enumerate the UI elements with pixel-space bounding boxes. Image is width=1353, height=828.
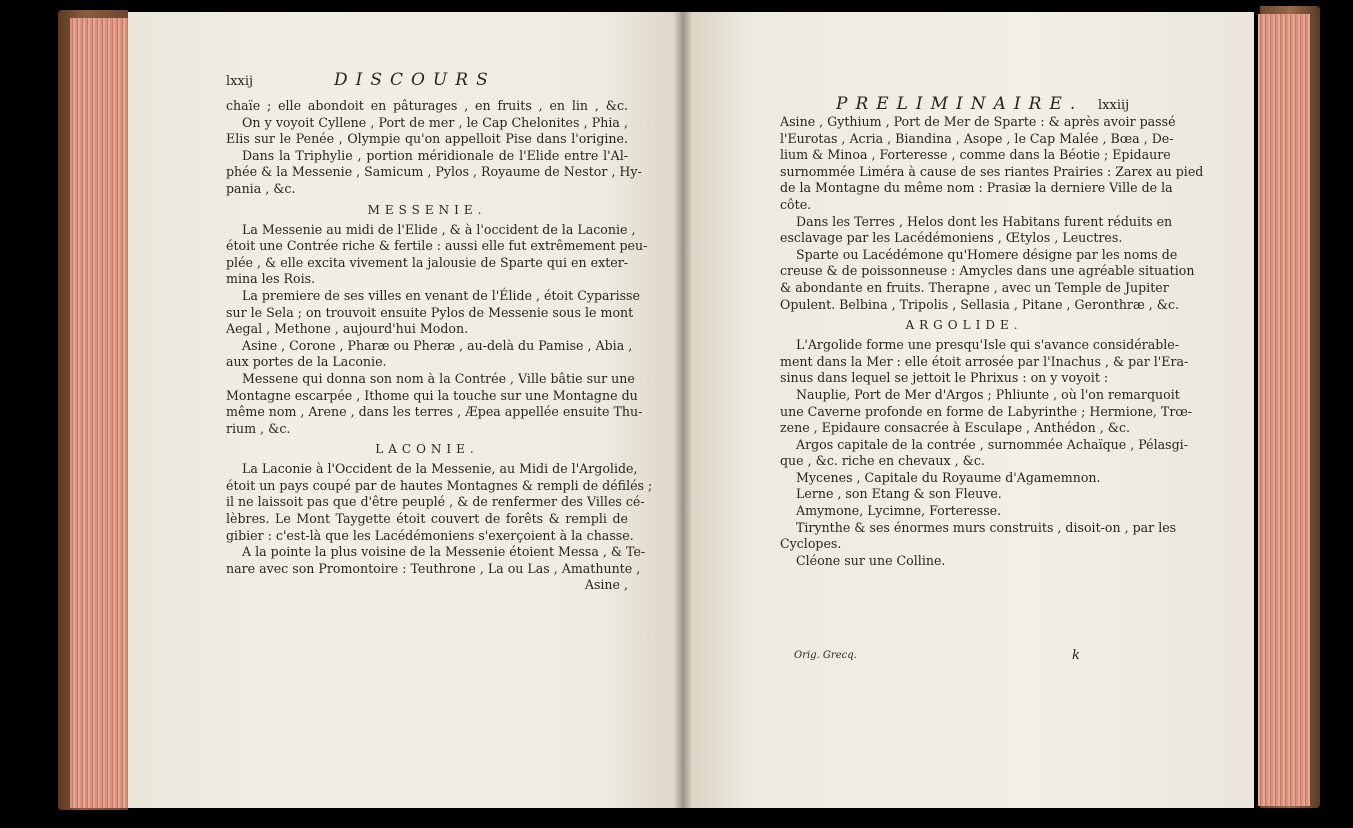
text-line: nare avec son Promontoire : Teuthrone , La ou Las , Amathunte , <box>226 560 641 576</box>
text-line: Argos capitale de la contrée , surnommée Achaïque , Pélasgi- <box>796 436 1188 452</box>
page-edges-right <box>1258 14 1310 806</box>
text-line: aux portes de la Laconie. <box>226 354 387 370</box>
text-line: L'Argolide forme une presqu'Isle qui s'avance considérable- <box>796 337 1180 353</box>
text-line: Lerne , son Etang & son Fleuve. <box>796 486 1002 502</box>
text-line: Asine , Corone , Pharæ ou Pheræ , au-delà du Pamise , Abia , <box>242 337 633 353</box>
text-line: sur le Sela ; on trouvoit ensuite Pylos de Messenie sous le mont <box>226 304 634 320</box>
text-line: La premiere de ses villes en venant de l'Élide , étoit Cyparisse <box>242 287 640 303</box>
text-line: étoit un pays coupé par de hautes Montagnes & rempli de défilés ; <box>226 477 653 493</box>
text-line: La Laconie à l'Occident de la Messenie, au Midi de l'Argolide, <box>242 461 638 477</box>
text-line: On y voyoit Cyllene , Port de mer , le Cap Chelonites , Phia , <box>242 114 628 130</box>
text-line: que , &c. riche en chevaux , &c. <box>780 453 985 469</box>
text-line: Dans la Triphylie , portion méridionale de l'Elide entre l'Al- <box>242 147 628 163</box>
text-line: même nom , Arene , dans les terres , Æpea appellée ensuite Thu- <box>226 404 643 420</box>
text-line: Elis sur le Penée , Olympie qu'on appelloit Pise dans l'origine. <box>226 131 628 147</box>
text-line: zene , Epidaure consacrée à Esculape , Anthédon , &c. <box>780 420 1131 436</box>
text-line: Opulent. Belbina , Tripolis , Sellasia , Pitane , Geronthræ , &c. <box>780 296 1180 312</box>
text-line: Aegal , Methone , aujourd'hui Modon. <box>226 321 469 337</box>
text-line: A la pointe la plus voisine de la Messenie étoient Messa , & Te- <box>242 544 646 560</box>
text-line: plée , & elle excita vivement la jalousie de Sparte qui en exter- <box>226 254 628 270</box>
text-line: sinus dans lequel se jettoit le Phrixus : on y voyoit : <box>780 370 1109 386</box>
signature-mark: k <box>1072 648 1080 663</box>
text-line: étoit une Contrée riche & fertile : aussi elle fut extrêmement peu- <box>226 238 648 254</box>
text-line: Mycenes , Capitale du Royaume d'Agamemnon. <box>796 469 1101 485</box>
text-line: Messene qui donna son nom à la Contrée , Ville bâtie sur une <box>242 370 635 386</box>
text-line: pania , &c. <box>226 180 296 196</box>
text-line: Tirynthe & ses énormes murs construits , disoit-on , par les <box>796 519 1177 535</box>
text-line: phée & la Messenie , Samicum , Pylos , Royaume de Nestor , Hy- <box>226 164 642 180</box>
text-line: La Messenie au midi de l'Elide , & à l'occident de la Laconie , <box>242 221 636 237</box>
right-folio: lxxiij <box>1098 98 1130 113</box>
right-running-head: PRELIMINAIRE. <box>836 94 1084 114</box>
text-line: Nauplie, Port de Mer d'Argos ; Phliunte , où l'on remarquoit <box>796 386 1180 402</box>
book-gutter <box>674 12 692 808</box>
text-line: ment dans la Mer : elle étoit arrosée par l'Inachus , & par l'Era- <box>780 353 1189 369</box>
text-line: Cyclopes. <box>780 536 842 552</box>
text-line: esclavage par les Lacédémoniens , Œtylos , Leuctres. <box>780 230 1123 246</box>
text-line: lèbres. Le Mont Taygette étoit couvert de forêts & rempli de <box>226 511 628 527</box>
right-body-text <box>780 114 1204 569</box>
left-body-text <box>226 98 653 594</box>
text-line: Asine , Gythium , Port de Mer de Sparte : & après avoir passé <box>780 114 1176 129</box>
section-heading: ARGOLIDE. <box>905 318 1023 333</box>
section-heading: LACONIE. <box>375 442 479 457</box>
right-page-footer: Orig. Grecq. <box>794 650 857 661</box>
text-line: creuse & de poissonneuse : Amycles dans une agréable situation <box>780 263 1195 279</box>
text-line: rium , &c. <box>226 420 291 436</box>
text-line: Montagne escarpée , Ithome qui la touche sur une Montagne du <box>226 387 638 403</box>
left-folio: lxxij <box>226 74 254 89</box>
section-heading: MESSENIE. <box>367 202 487 217</box>
text-line: Sparte ou Lacédémone qu'Homere désigne par les noms de <box>796 246 1178 262</box>
text-line: gibier : c'est-là que les Lacédémoniens s'exerçoient à la chasse. <box>226 527 634 543</box>
text-line: & abondante en fruits. Therapne , avec un Temple de Jupiter <box>780 279 1169 295</box>
text-line: surnommée Liméra à cause de ses riantes Prairies : Zarex au pied <box>780 163 1204 179</box>
page-edges-left <box>70 18 130 808</box>
left-running-head: DISCOURS <box>334 70 496 90</box>
text-line: chaïe ; elle abondoit en pâturages , en fruits , en lin , &c. <box>226 98 628 113</box>
text-line: Dans les Terres , Helos dont les Habitans furent réduits en <box>796 213 1173 229</box>
text-line: une Caverne profonde en forme de Labyrinthe ; Hermione, Trœ- <box>780 403 1193 419</box>
text-line: mina les Rois. <box>226 271 316 287</box>
text-line: lium & Minoa , Forteresse , comme dans la Béotie ; Epidaure <box>780 147 1171 163</box>
text-line: Amymone, Lycimne, Forteresse. <box>796 503 1002 519</box>
text-line: Asine , <box>584 577 628 593</box>
text-line: côte. <box>780 196 812 212</box>
text-line: de la Montagne du même nom : Prasiæ la derniere Ville de la <box>780 180 1173 196</box>
text-line: l'Eurotas , Acria , Biandina , Asope , le Cap Malée , Bœa , De- <box>780 130 1174 146</box>
text-line: il ne laissoit pas que d'être peuplé , & de renfermer des Villes cé- <box>226 494 645 510</box>
text-line: Cléone sur une Colline. <box>796 552 946 568</box>
